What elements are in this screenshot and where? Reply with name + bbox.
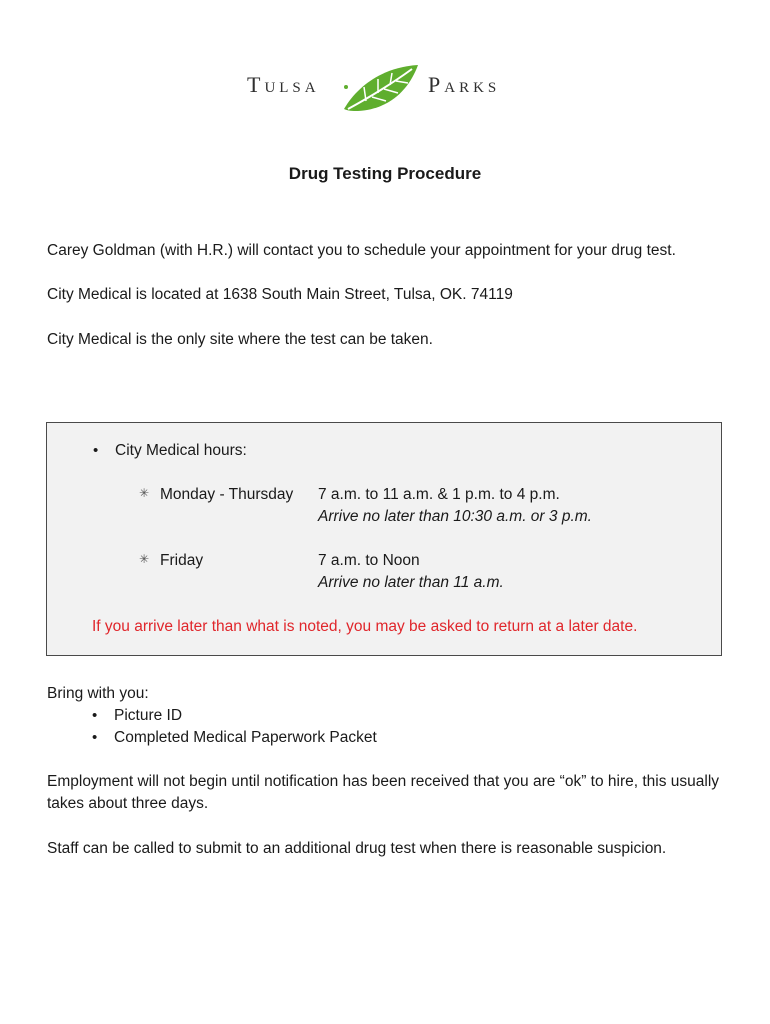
bullet-icon: •	[92, 707, 98, 724]
hours-label: City Medical hours:	[115, 442, 247, 459]
bring-title: Bring with you:	[47, 685, 149, 702]
paragraph-staff: Staff can be called to submit to an additional drug test when there is reasonable suspicion.	[47, 840, 667, 857]
schedule-day: Monday - Thursday	[160, 486, 294, 503]
paragraph-employment: Employment will not begin until notification has been received that you are “ok” to hire, this usually takes about three days.	[47, 773, 720, 812]
list-item	[92, 727, 377, 749]
schedule-arrive: Arrive no later than 10:30 a.m. or 3 p.m.	[318, 508, 592, 525]
hours-label-item	[93, 440, 247, 462]
late-arrival-warning: If you arrive later than what is noted, you may be asked to return at a later date.	[92, 618, 638, 635]
page-title: Drug Testing Procedure	[288, 164, 482, 183]
tulsa-parks-logo	[0, 52, 770, 122]
paragraph-location: City Medical is located at 1638 South Main Street, Tulsa, OK. 74119	[47, 286, 513, 303]
paragraph-only-site: City Medical is the only site where the test can be taken.	[47, 331, 433, 348]
hours-box	[46, 422, 722, 656]
bullet-icon: •	[93, 442, 99, 459]
leaf-icon	[336, 57, 426, 117]
logo-text-tulsa: Tulsa	[247, 72, 320, 97]
asterisk-bullet-icon: ✳	[139, 486, 150, 500]
logo-text-parks: Parks	[428, 72, 501, 97]
schedule-arrive: Arrive no later than 11 a.m.	[318, 574, 504, 591]
schedule-day: Friday	[160, 552, 204, 569]
list-item-label: Picture ID	[114, 707, 183, 724]
schedule-hours: 7 a.m. to 11 a.m. & 1 p.m. to 4 p.m.	[318, 486, 560, 503]
list-item-label: Completed Medical Paperwork Packet	[114, 729, 377, 746]
paragraph-contact: Carey Goldman (with H.R.) will contact you to schedule your appointment for your drug test.	[47, 242, 676, 259]
schedule-hours: 7 a.m. to Noon	[318, 552, 420, 569]
bullet-icon: •	[92, 729, 98, 746]
asterisk-bullet-icon: ✳	[139, 552, 150, 566]
list-item	[92, 705, 183, 727]
